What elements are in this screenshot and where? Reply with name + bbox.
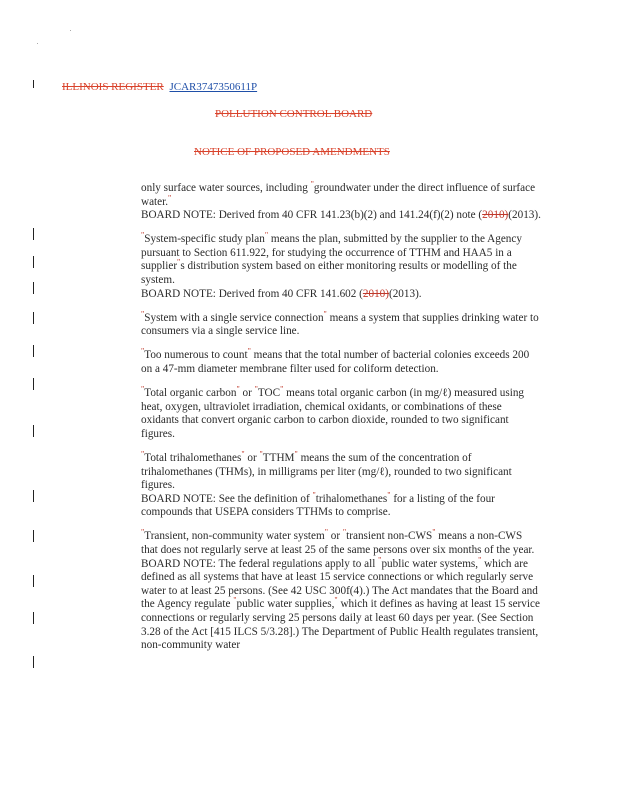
change-bar [33, 345, 34, 357]
paragraph-transient-non-community: "Transient, non-community water system" or "transient non-CWS" means a non-CWS that does not regularly serve at least 25 of the same persons over six months of the year. BOARD NOTE: The federal regulations apply to all "public water systems," which are defined as all systems that have at least 15 service connections or which regularly serve water to at least 25 persons. (See 42 USC 300f(4).) The Act mandates that the Board and the Agency regulate "public water supplies," which it defines as having at least 15 service connections or regularly serving 25 persons daily at least 60 days per year. (See Section 3.28 of the Act [415 ILCS 5/3.28].) The Department of Public Health regulates transient, non-community water [141, 527, 540, 652]
paragraph-surface-water: only surface water sources, including "groundwater under the direct influence of surface water." BOARD NOTE: Derived from 40 CFR 141.23(b)(2) and 141.24(f)(2) note (2010)(2013). [141, 179, 541, 222]
notice-title: NOTICE OF PROPOSED AMENDMENTS [194, 146, 390, 158]
register-title: ILLINOIS REGISTER [62, 81, 164, 93]
change-bar [33, 312, 34, 324]
change-bar [33, 256, 34, 268]
change-bar [33, 530, 34, 542]
change-bar [33, 612, 34, 624]
document-body [141, 179, 541, 663]
change-bar [33, 228, 34, 240]
change-bar [33, 282, 34, 294]
paragraph-too-numerous-to-count: "Too numerous to count" means that the total number of bacterial colonies exceeds 200 on a 47-mm diameter membrane filter used for coliform detection. [141, 346, 530, 376]
paragraph-total-organic-carbon: "Total organic carbon" or "TOC" means total organic carbon (in mg/ℓ) measured using heat, oxygen, ultraviolet irradiation, chemical oxidants, or combinations of these oxidants that convert organic carbon to carbon dioxide, rounded to two significant figures. [141, 384, 525, 440]
paragraph-system-specific-study-plan: "System-specific study plan" means the plan, submitted by the supplier to the Agency pursuant to Section 611.922, for studying the occurrence of TTHM and HAA5 in a supplier"s distribution system based on either monitoring results or modelling of the system. BOARD NOTE: Derived from 40 CFR 141.602 (2010)(2013). [141, 230, 522, 300]
change-bar [33, 490, 34, 502]
jcar-code: JCAR3747350611P [169, 81, 258, 93]
scan-speck [70, 30, 71, 31]
paragraph-total-trihalomethanes: "Total trihalomethanes" or "TTHM" means the sum of the concentration of trihalomethanes (THMs), in milligrams per liter (mg/ℓ), rounded to two significant figures. BOARD NOTE: See the definition of "trihalomethanes" for a listing of the four compounds that USEPA considers TTHMs to comprise. [141, 449, 512, 519]
scan-speck [37, 43, 38, 44]
header-line [62, 81, 257, 94]
board-name: POLLUTION CONTROL BOARD [215, 108, 373, 120]
change-bar [33, 425, 34, 437]
paragraph-single-service-connection: "System with a single service connection" means a system that supplies drinking water to consumers via a single service line. [141, 309, 539, 338]
change-bar [33, 378, 34, 390]
change-bar [33, 656, 34, 668]
change-bar [33, 80, 34, 88]
change-bar [33, 575, 34, 587]
